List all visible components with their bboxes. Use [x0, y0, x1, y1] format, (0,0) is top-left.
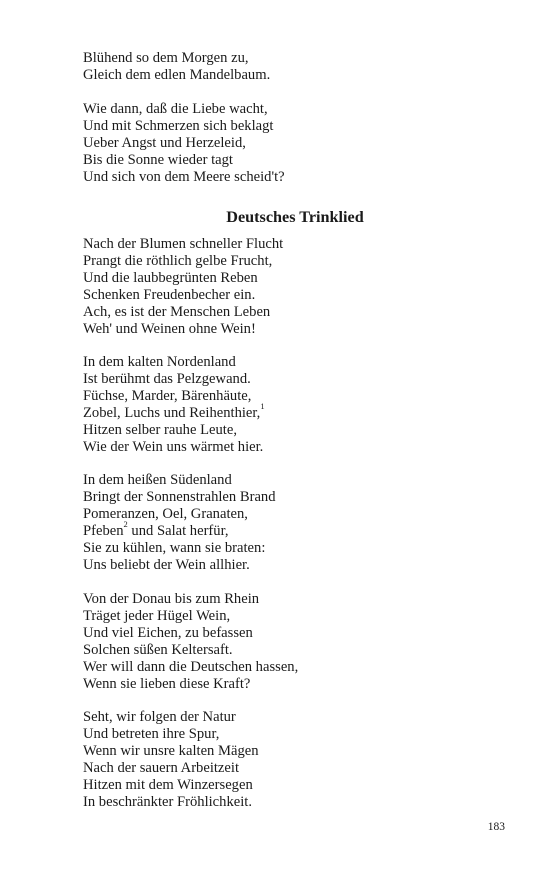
- poem-line-text: und Salat herfür,: [127, 522, 229, 539]
- poem-line: Nach der sauern Arbeitzeit: [83, 759, 239, 776]
- poem-line: Und sich von dem Meere scheid't?: [83, 168, 285, 185]
- poem-line: Ist berühmt das Pelzgewand.: [83, 370, 251, 387]
- poem-line-with-footnote: [83, 400, 265, 422]
- poem-line: Gleich dem edlen Mandelbaum.: [83, 66, 271, 83]
- stanza-1: [83, 236, 283, 337]
- poem-line: Wenn wir unsre kalten Mägen: [83, 742, 259, 759]
- poem-line: Und betreten ihre Spur,: [83, 725, 220, 742]
- footnote-marker: 1: [260, 400, 265, 411]
- poem-line: Wie dann, daß die Liebe wacht,: [83, 101, 268, 117]
- poem-line: Seht, wir folgen der Natur: [83, 709, 236, 725]
- poem-line: Prangt die röthlich gelbe Frucht,: [83, 252, 273, 269]
- poem-line: Von der Donau bis zum Rhein: [83, 591, 260, 607]
- stanza-3: [83, 472, 276, 573]
- poem-line: Pomeranzen, Oel, Granaten,: [83, 505, 248, 522]
- poem-title: Deutsches Trinklied: [226, 208, 364, 226]
- poem-line: Träget jeder Hügel Wein,: [83, 607, 231, 624]
- poem-line: Bringt der Sonnenstrahlen Brand: [83, 488, 276, 505]
- poem-line: Und viel Eichen, zu befassen: [83, 624, 253, 641]
- stanza-2: [83, 354, 265, 455]
- poem-line: Und mit Schmerzen sich beklagt: [83, 117, 274, 134]
- poem-line: Hitzen selber rauhe Leute,: [83, 421, 237, 438]
- poem-line: Blühend so dem Morgen zu,: [83, 50, 249, 66]
- footnote-marker: 2: [123, 518, 128, 529]
- stanza-5: [83, 709, 259, 810]
- poem-line: Nach der Blumen schneller Flucht: [83, 236, 284, 252]
- poem-line: Sie zu kühlen, wann sie braten:: [83, 539, 266, 556]
- page-number: 183: [487, 821, 505, 833]
- poem-line: In beschränkter Fröhlichkeit.: [83, 793, 252, 810]
- poem-line-with-footnote: [83, 518, 276, 540]
- poem-line: Wie der Wein uns wärmet hier.: [83, 438, 264, 455]
- poem-line: Weh' und Weinen ohne Wein!: [83, 320, 256, 337]
- poem-line: Bis die Sonne wieder tagt: [83, 151, 233, 168]
- poem-line: Ach, es ist der Menschen Leben: [83, 303, 271, 320]
- poem-line: Hitzen mit dem Winzersegen: [83, 776, 253, 793]
- poem-line: Und die laubbegrünten Reben: [83, 269, 258, 286]
- poem-line: Ueber Angst und Herzeleid,: [83, 134, 246, 151]
- poem-line: Solchen süßen Keltersaft.: [83, 641, 233, 658]
- poem-line: Uns beliebt der Wein allhier.: [83, 556, 250, 573]
- poem-line: Wer will dann die Deutschen hassen,: [83, 658, 299, 675]
- preceding-poem-stanza-end: [83, 50, 270, 84]
- poem-line: Wenn sie lieben diese Kraft?: [83, 675, 251, 692]
- poem-line: Schenken Freudenbecher ein.: [83, 286, 256, 303]
- poem-line-text: Zobel, Luchs und Reihenthier,: [83, 404, 261, 421]
- preceding-poem-last-stanza: [83, 101, 285, 186]
- poem-line: Füchse, Marder, Bärenhäute,: [83, 387, 252, 404]
- stanza-4: [83, 591, 298, 692]
- poem-line: In dem kalten Nordenland: [83, 354, 236, 370]
- poem-line-text: Pfeben: [83, 522, 124, 539]
- poem-line: In dem heißen Südenland: [83, 472, 232, 488]
